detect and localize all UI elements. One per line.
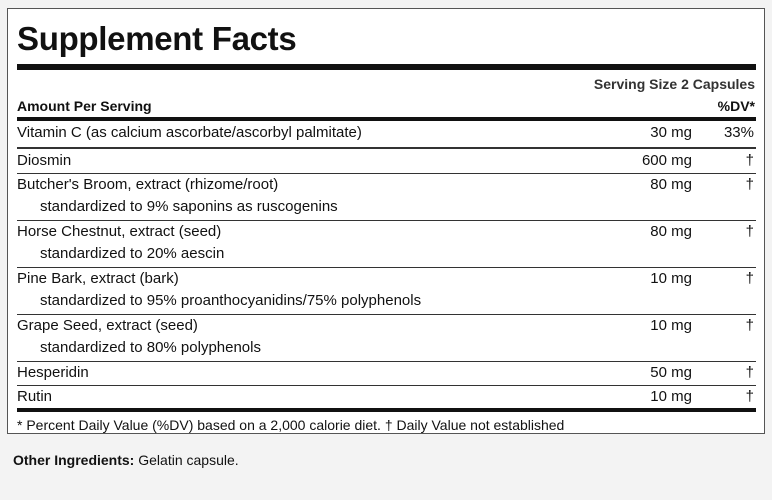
nutrient-dv: 33%	[723, 124, 754, 141]
other-ingredients-value: Gelatin capsule.	[138, 452, 239, 468]
nutrient-name: Horse Chestnut, extract (seed)	[17, 223, 222, 240]
nutrient-amount: 80 mg	[650, 176, 692, 193]
panel-title: Supplement Facts	[17, 20, 297, 57]
other-ingredients	[13, 452, 239, 468]
nutrient-row-diosmin	[17, 150, 756, 172]
nutrient-name: Rutin	[17, 388, 53, 405]
nutrient-row-horse-chestnut	[17, 221, 756, 243]
serving-size: Serving Size 2 Capsules	[593, 76, 755, 92]
nutrient-row-pine-bark	[17, 268, 756, 290]
nutrient-dv: †	[745, 223, 754, 240]
other-ingredients-label: Other Ingredients:	[13, 452, 135, 468]
nutrient-amount: 10 mg	[650, 317, 692, 334]
nutrient-amount: 10 mg	[650, 270, 692, 287]
supplement-facts-panel	[7, 8, 765, 434]
nutrient-dv: †	[745, 317, 754, 334]
nutrient-name: Pine Bark, extract (bark)	[17, 270, 179, 287]
nutrient-detail: standardized to 95% proanthocyanidins/75% polyphenols	[40, 292, 422, 309]
row-divider	[17, 147, 756, 149]
nutrient-row-rutin	[17, 386, 756, 408]
footer-divider	[17, 408, 756, 412]
nutrient-name: Hesperidin	[17, 364, 89, 381]
nutrient-row-butchers-broom	[17, 174, 756, 196]
nutrient-dv: †	[745, 388, 754, 405]
nutrient-amount: 600 mg	[641, 152, 692, 169]
nutrient-amount: 30 mg	[650, 124, 692, 141]
title-divider	[17, 64, 756, 70]
nutrient-dv: †	[745, 176, 754, 193]
nutrient-dv: †	[745, 152, 754, 169]
amount-per-serving-label: Amount Per Serving	[17, 98, 152, 114]
nutrient-detail: standardized to 9% saponins as ruscogenins	[40, 198, 338, 215]
dv-footnote: * Percent Daily Value (%DV) based on a 2,000 calorie diet. † Daily Value not established	[17, 417, 565, 433]
nutrient-amount: 10 mg	[650, 388, 692, 405]
nutrient-dv: †	[745, 270, 754, 287]
dv-column-header: %DV*	[717, 98, 755, 114]
nutrient-dv: †	[745, 364, 754, 381]
nutrient-amount: 80 mg	[650, 223, 692, 240]
nutrient-amount: 50 mg	[650, 364, 692, 381]
nutrient-name: Grape Seed, extract (seed)	[17, 317, 198, 334]
nutrient-detail: standardized to 80% polyphenols	[40, 339, 261, 356]
nutrient-name: Butcher's Broom, extract (rhizome/root)	[17, 176, 279, 193]
nutrient-row-vitamin-c	[17, 122, 756, 144]
nutrient-name: Vitamin C (as calcium ascorbate/ascorbyl palmitate)	[17, 124, 362, 141]
nutrient-name: Diosmin	[17, 152, 72, 169]
nutrient-detail: standardized to 20% aescin	[40, 245, 225, 262]
header-divider	[17, 117, 756, 121]
nutrient-row-hesperidin	[17, 362, 756, 384]
nutrient-row-grape-seed	[17, 315, 756, 337]
